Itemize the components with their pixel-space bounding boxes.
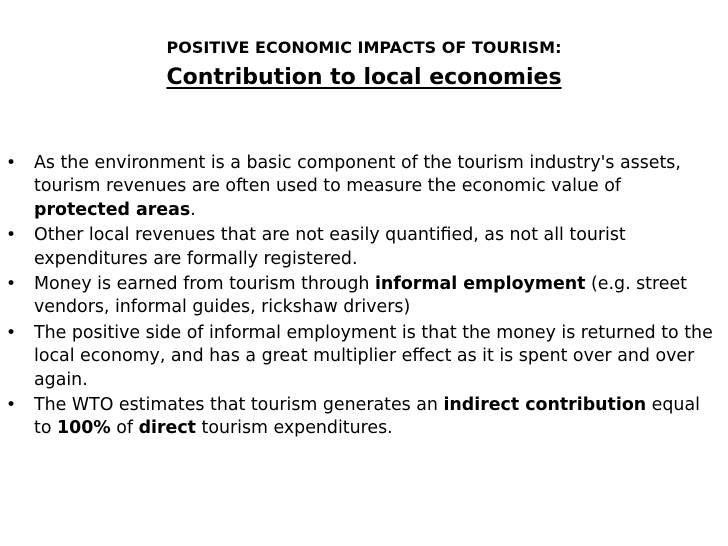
bullet-text: equal to (34, 395, 700, 439)
bullet-text: The positive side of informal employment is that the money is returned to the local economy, and has a great multiplier effect as it is spent over and over again. (34, 322, 713, 390)
slide-title: Contribution to local economies (166, 65, 562, 90)
bullet-bold-text: indirect contribution (443, 395, 647, 416)
bullet-item-local-revenues (4, 224, 722, 271)
bullet-text: . (190, 199, 196, 220)
bullet-item-wto-estimate (4, 394, 722, 441)
bullet-marker: • (6, 274, 17, 295)
bullet-text: As the environment is a basic component of the tourism industry's assets, tourism revenues are often used to measure the economic value of (34, 153, 681, 197)
bullet-text: The WTO estimates that tourism generates an (34, 395, 444, 416)
bullet-item-informal-employment (4, 273, 722, 320)
bullet-text: Other local revenues that are not easily quantified, as not all tourist expenditures are formally registered. (34, 225, 626, 269)
bullet-item-multiplier-effect (4, 322, 722, 392)
bullet-text: tourism expenditures. (195, 418, 393, 439)
slide-subtitle: POSITIVE ECONOMIC IMPACTS OF TOURISM: (166, 38, 562, 57)
bullet-bold-text: 100% (57, 418, 111, 439)
bullet-marker: • (6, 153, 17, 173)
bullet-list (4, 152, 722, 443)
bullet-bold-text: informal employment (374, 274, 586, 295)
bullet-marker: • (6, 395, 17, 416)
bullet-bold-text: direct (138, 418, 196, 439)
bullet-text: (e.g. street vendors, informal guides, rickshaw drivers) (34, 274, 687, 318)
bullet-text: Money is earned from tourism through (34, 274, 375, 295)
bullet-marker: • (6, 225, 17, 246)
slide-header (0, 36, 728, 94)
bullet-text: of (110, 418, 139, 439)
bullet-bold-text: protected areas (34, 199, 191, 220)
bullet-item-protected-areas (4, 152, 722, 222)
bullet-marker: • (6, 322, 17, 343)
